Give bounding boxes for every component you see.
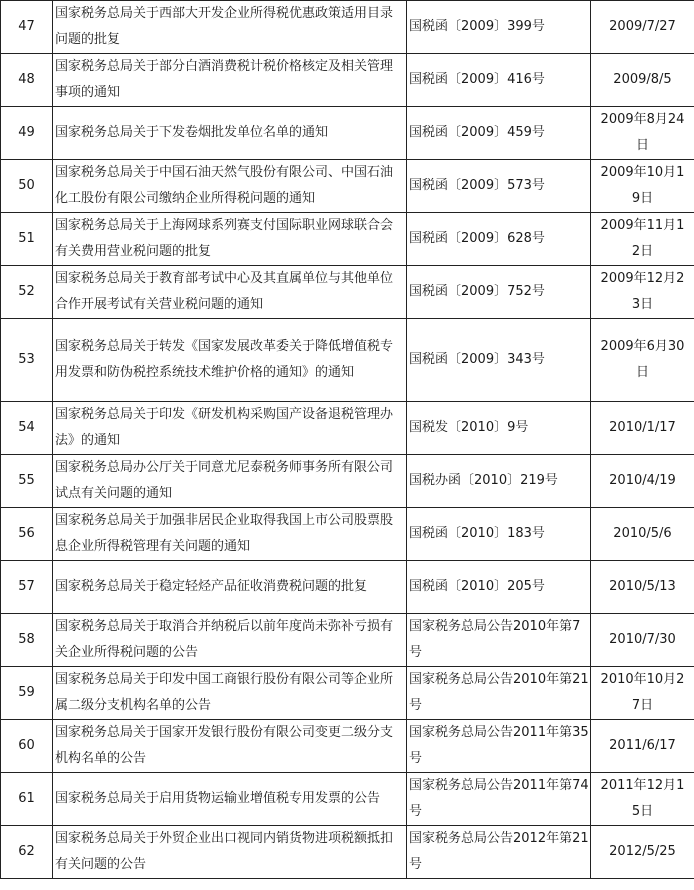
document-title: 国家税务总局关于上海网球系列赛支付国际职业网球联合会有关费用营业税问题的批复 — [53, 213, 407, 266]
table-body — [1, 1, 694, 879]
document-title: 国家税务总局关于国家开发银行股份有限公司变更二级分支机构名单的公告 — [53, 720, 407, 773]
document-title: 国家税务总局关于印发中国工商银行股份有限公司等企业所属二级分支机构名单的公告 — [53, 667, 407, 720]
row-number: 56 — [1, 508, 53, 561]
document-number: 国家税务总局公告2010年第7号 — [407, 614, 591, 667]
table-row — [1, 160, 694, 213]
document-title: 国家税务总局关于教育部考试中心及其直属单位与其他单位合作开展考试有关营业税问题的通知 — [53, 266, 407, 319]
table-row — [1, 1, 694, 54]
row-number: 48 — [1, 54, 53, 107]
row-number: 49 — [1, 107, 53, 160]
table-row — [1, 561, 694, 614]
issue-date: 2010/4/19 — [591, 455, 694, 508]
document-number: 国税函〔2009〕343号 — [407, 319, 591, 402]
issue-date: 2009年8月24日 — [591, 107, 694, 160]
issue-date: 2011/6/17 — [591, 720, 694, 773]
issue-date: 2010/7/30 — [591, 614, 694, 667]
issue-date: 2009年11月12日 — [591, 213, 694, 266]
document-title: 国家税务总局关于转发《国家发展改革委关于降低增值税专用发票和防伪税控系统技术维护价格的通知》的通知 — [53, 319, 407, 402]
document-title: 国家税务总局关于中国石油天然气股份有限公司、中国石油化工股份有限公司缴纳企业所得税问题的通知 — [53, 160, 407, 213]
row-number: 53 — [1, 319, 53, 402]
document-title: 国家税务总局关于下发卷烟批发单位名单的通知 — [53, 107, 407, 160]
table-row — [1, 508, 694, 561]
issue-date: 2010/1/17 — [591, 402, 694, 455]
document-number: 国税函〔2009〕459号 — [407, 107, 591, 160]
table-row — [1, 773, 694, 826]
document-number: 国税函〔2009〕628号 — [407, 213, 591, 266]
row-number: 50 — [1, 160, 53, 213]
document-title: 国家税务总局关于外贸企业出口视同内销货物进项税额抵扣有关问题的公告 — [53, 826, 407, 879]
document-title: 国家税务总局关于西部大开发企业所得税优惠政策适用目录问题的批复 — [53, 1, 407, 54]
document-title: 国家税务总局关于取消合并纳税后以前年度尚未弥补亏损有关企业所得税问题的公告 — [53, 614, 407, 667]
issue-date: 2009年10月19日 — [591, 160, 694, 213]
row-number: 62 — [1, 826, 53, 879]
document-title: 国家税务总局关于启用货物运输业增值税专用发票的公告 — [53, 773, 407, 826]
document-title: 国家税务总局关于稳定轻烃产品征收消费税问题的批复 — [53, 561, 407, 614]
issue-date: 2012/5/25 — [591, 826, 694, 879]
row-number: 47 — [1, 1, 53, 54]
issue-date: 2009年12月23日 — [591, 266, 694, 319]
document-title: 国家税务总局办公厅关于同意尤尼泰税务师事务所有限公司试点有关问题的通知 — [53, 455, 407, 508]
issue-date: 2010年10月27日 — [591, 667, 694, 720]
row-number: 57 — [1, 561, 53, 614]
document-number: 国家税务总局公告2012年第21号 — [407, 826, 591, 879]
issue-date: 2009/7/27 — [591, 1, 694, 54]
table-row — [1, 826, 694, 879]
table-row — [1, 107, 694, 160]
row-number: 54 — [1, 402, 53, 455]
document-number: 国税函〔2009〕399号 — [407, 1, 591, 54]
table-row — [1, 54, 694, 107]
table-row — [1, 720, 694, 773]
document-title: 国家税务总局关于印发《研发机构采购国产设备退税管理办法》的通知 — [53, 402, 407, 455]
table-row — [1, 614, 694, 667]
issue-date: 2010/5/13 — [591, 561, 694, 614]
document-number: 国税函〔2010〕205号 — [407, 561, 591, 614]
document-title: 国家税务总局关于部分白酒消费税计税价格核定及相关管理事项的通知 — [53, 54, 407, 107]
row-number: 51 — [1, 213, 53, 266]
table-row — [1, 213, 694, 266]
document-number: 国家税务总局公告2011年第35号 — [407, 720, 591, 773]
issue-date: 2009/8/5 — [591, 54, 694, 107]
table-row — [1, 402, 694, 455]
table-row — [1, 319, 694, 402]
row-number: 60 — [1, 720, 53, 773]
document-number: 国税函〔2010〕183号 — [407, 508, 591, 561]
issue-date: 2011年12月15日 — [591, 773, 694, 826]
table-row — [1, 266, 694, 319]
document-title: 国家税务总局关于加强非居民企业取得我国上市公司股票股息企业所得税管理有关问题的通知 — [53, 508, 407, 561]
document-number: 国税办函〔2010〕219号 — [407, 455, 591, 508]
document-number: 国税函〔2009〕752号 — [407, 266, 591, 319]
document-number: 国税函〔2009〕573号 — [407, 160, 591, 213]
table-row — [1, 455, 694, 508]
document-number: 国家税务总局公告2011年第74号 — [407, 773, 591, 826]
document-number: 国家税务总局公告2010年第21号 — [407, 667, 591, 720]
row-number: 59 — [1, 667, 53, 720]
issue-date: 2009年6月30日 — [591, 319, 694, 402]
row-number: 52 — [1, 266, 53, 319]
table-row — [1, 667, 694, 720]
row-number: 61 — [1, 773, 53, 826]
row-number: 55 — [1, 455, 53, 508]
row-number: 58 — [1, 614, 53, 667]
document-number: 国税发〔2010〕9号 — [407, 402, 591, 455]
document-number: 国税函〔2009〕416号 — [407, 54, 591, 107]
issue-date: 2010/5/6 — [591, 508, 694, 561]
